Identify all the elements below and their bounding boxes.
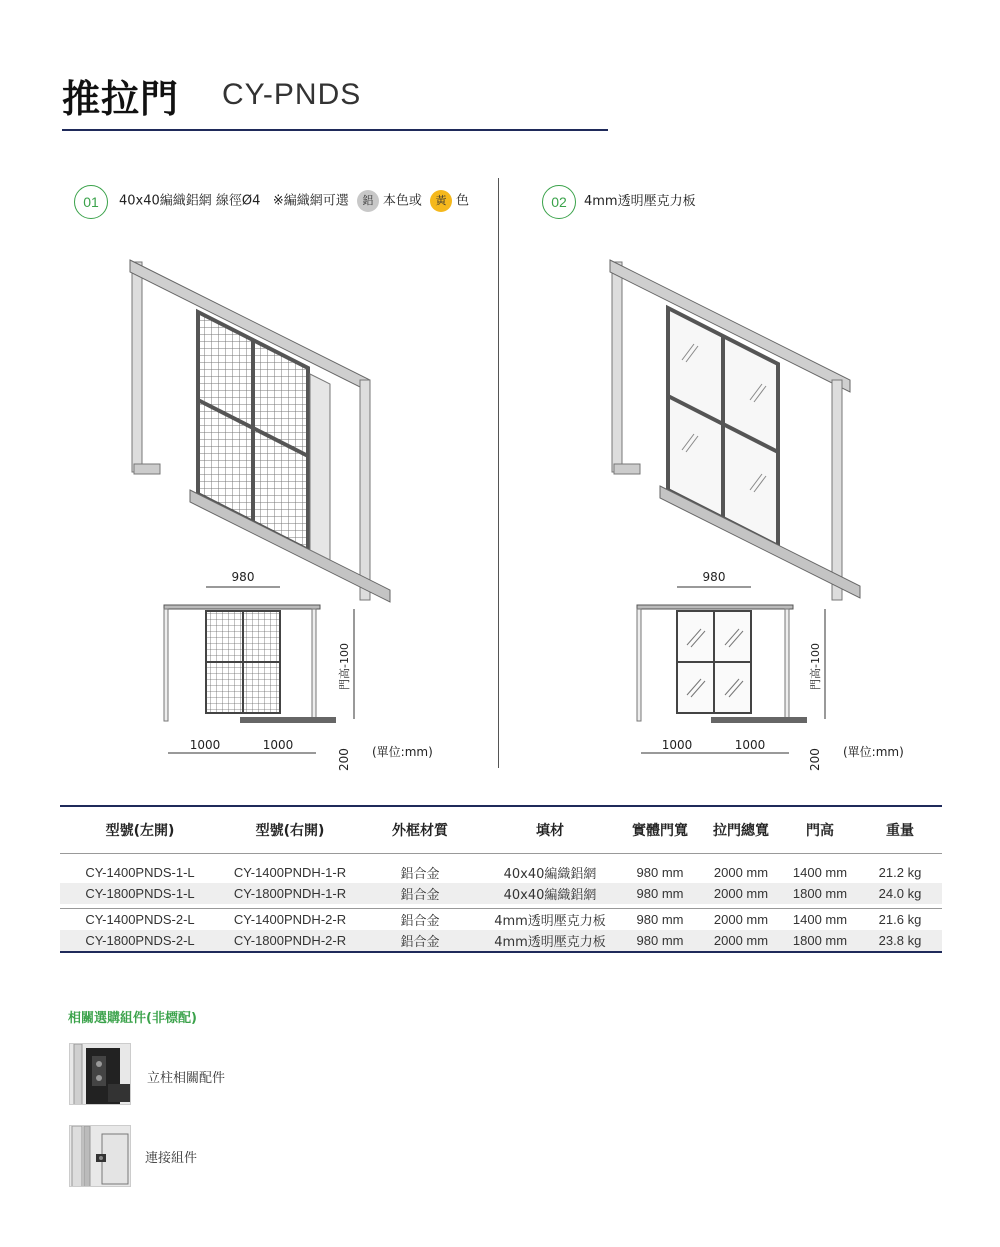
connector-icon	[69, 1125, 131, 1187]
unit-label-right: (單位:mm)	[843, 745, 904, 759]
model-code: CY-PNDS	[222, 78, 362, 111]
unit-label-left: (單位:mm)	[372, 745, 433, 759]
door-height-label-right: 門高-100	[809, 643, 822, 690]
acrylic-door-front-elevation	[625, 565, 925, 775]
acrylic-door-isometric-drawing	[600, 250, 890, 610]
mesh-door-front-elevation	[150, 565, 450, 775]
table-row	[60, 862, 942, 883]
table-header-row	[60, 806, 942, 854]
bottom-dim-label-right: 200	[808, 748, 822, 771]
table-cell: 1800 mm	[782, 930, 858, 952]
table-cell: 鋁合金	[360, 930, 480, 952]
table-cell: 980 mm	[620, 883, 700, 904]
table-row	[60, 909, 942, 931]
table-cell: 980 mm	[620, 930, 700, 952]
table-cell: 2000 mm	[700, 930, 782, 952]
accessory-label-connector: 連接組件	[145, 1151, 198, 1166]
table-cell: CY-1400PNDH-2-R	[220, 909, 360, 931]
option-01-note-text: ※編織網可選	[272, 193, 349, 209]
spec-table	[60, 805, 942, 953]
table-cell: 23.8 kg	[858, 930, 942, 952]
span-right-label-right: 1000	[734, 738, 766, 752]
accessory-label-post: 立柱相關配件	[147, 1071, 226, 1086]
table-cell: CY-1800PNDS-1-L	[60, 883, 220, 904]
mesh-door-isometric-drawing	[120, 250, 410, 610]
table-cell: CY-1400PNDS-1-L	[85, 865, 195, 880]
aluminum-color-chip: 鋁	[357, 190, 379, 212]
table-cell: 2000 mm	[700, 909, 782, 931]
span-left-label: 1000	[189, 738, 221, 752]
option-02-description: 4mm透明壓克力板	[584, 194, 696, 209]
header-door-height: 門高	[782, 806, 858, 854]
door-width-label: 980	[231, 570, 255, 584]
table-cell: 980 mm	[636, 865, 684, 880]
bottom-dim-label: 200	[337, 748, 351, 771]
option-01-chip2-suffix: 色	[456, 193, 470, 209]
table-cell: 4mm透明壓克力板	[480, 930, 620, 952]
header-infill: 填材	[480, 806, 620, 854]
table-cell: 980 mm	[620, 909, 700, 931]
table-row	[60, 883, 942, 904]
table-cell: 1400 mm	[782, 909, 858, 931]
table-cell: 40x40編織鋁網	[503, 867, 597, 882]
column-divider	[498, 178, 499, 768]
header-model-left: 型號(左開)	[60, 806, 220, 854]
table-cell: CY-1800PNDH-2-R	[220, 930, 360, 952]
title-underline	[62, 129, 608, 131]
option-01-description	[119, 190, 469, 212]
table-cell: 21.2 kg	[878, 865, 922, 880]
table-cell: 40x40編織鋁網	[480, 883, 620, 904]
door-height-label: 門高-100	[338, 643, 351, 690]
table-cell: 鋁合金	[360, 909, 480, 931]
table-cell: 21.6 kg	[858, 909, 942, 931]
header-weight: 重量	[858, 806, 942, 854]
header-door-width: 實體門寬	[620, 806, 700, 854]
table-cell: 4mm透明壓克力板	[480, 909, 620, 931]
span-left-label-right: 1000	[661, 738, 693, 752]
door-width-label-right: 980	[702, 570, 726, 584]
option-01-badge: 01	[74, 185, 108, 219]
header-total-width: 拉門總寬	[700, 806, 782, 854]
table-cell: 鋁合金	[400, 867, 440, 882]
table-cell: 24.0 kg	[858, 883, 942, 904]
table-cell: 2000 mm	[700, 883, 782, 904]
table-cell: 鋁合金	[360, 883, 480, 904]
table-cell: 1800 mm	[782, 883, 858, 904]
yellow-color-chip: 黃	[430, 190, 452, 212]
table-cell: CY-1400PNDS-2-L	[60, 909, 220, 931]
option-01-chip1-suffix: 本色或	[382, 193, 422, 209]
post-bracket-icon	[69, 1043, 131, 1105]
header-frame-material: 外框材質	[360, 806, 480, 854]
page-title: 推拉門	[62, 77, 180, 121]
header-model-right: 型號(右開)	[220, 806, 360, 854]
table-cell: CY-1800PNDH-1-R	[220, 883, 360, 904]
option-02-badge: 02	[542, 185, 576, 219]
related-accessories-title: 相關選購組件(非標配)	[68, 1011, 197, 1026]
option-01-main-text: 40x40編織鋁網 線徑Ø4	[119, 193, 261, 209]
table-cell: CY-1800PNDS-2-L	[60, 930, 220, 952]
table-cell: 2000 mm	[713, 865, 769, 880]
table-cell: CY-1400PNDH-1-R	[233, 865, 347, 880]
table-cell: 1400 mm	[792, 865, 848, 880]
span-right-label: 1000	[262, 738, 294, 752]
table-row	[60, 930, 942, 952]
